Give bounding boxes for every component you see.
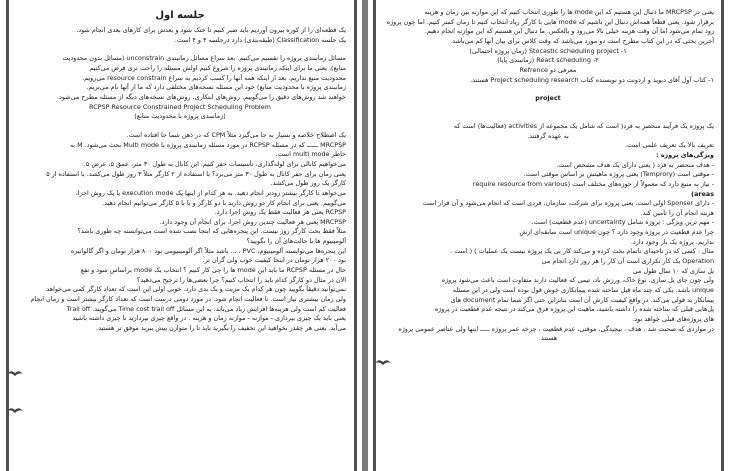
right-page-line: هزینه انجام آن را تأمین کند.	[640, 208, 714, 217]
right-page-line: - موقتی است (Temprory) یعنی پروژه ماهیتش بر اساس موقتی است.	[523, 170, 714, 179]
left-page-line: RCPSP یعنی هر فعالیت فقط یک روش اجرا دارد.	[214, 208, 346, 217]
left-page-left-rule	[6, 0, 9, 471]
bird-icon	[374, 357, 392, 367]
left-page-line: یعنی باید یک چیزی بپردازی - موازنه - موازنه زمان و هزینه . در واقع چیزی بپردازید تا چیزی داشته باشید	[72, 314, 346, 323]
left-page-line: MRCPSP یعنی هر فعالیت چندین روش اجرا، برای انجام آن وجود دارد.	[159, 217, 346, 226]
right-page-line: پل سازی که ۱۰ سال طول می	[632, 266, 714, 275]
right-page-line: نداریم. پروژه یک بار وجود دارد.	[630, 237, 714, 246]
left-page-line: نمی‌توانید دقیقاً بگویید چون هر کدام یک مزیت و یک بدی دارد. خوبی اولی این است که تعداد کارگر کمی می‌خواهد	[46, 285, 346, 294]
left-page-line: الان در مثال دو کارگر کدام باید را انتخاب کنیم؟ چرا بعضی‌ها را ترجیح می‌دهید؟	[136, 275, 346, 284]
left-page-line: جلسه اول	[155, 10, 205, 21]
right-page-line: یک پروژه یک فرآیند منحصر به فرد( است که شامل یک مجموعه از activities (فعالیت‌ها) است که	[453, 121, 714, 130]
left-page-line: منابع)، یعنی ما برای اینکه زمانبندی پروژه را شروع کنیم اولش مسئله را راحت تری فرض می‌کنیم	[89, 63, 346, 72]
right-page-line: unique باشد. یکی که چند ماه قبل ساخته شده پیمانکاری خوش قول بوده است ولی در این مسئله	[452, 286, 714, 295]
right-page-line: پل‌هایی قبلی که ساخته شده را داشته باشید، ماهیت این پروژه فرق می‌کند در نتیجه عدم قطعیت در پروژه	[434, 305, 714, 314]
bird-icon	[6, 405, 24, 415]
left-page-line: مثلاً فقط بحث کارگر روز نیست. این پنجره‌هایی که اینجا نصب شده است می‌توانسته چه طوری باشد؟	[77, 227, 346, 236]
left-page-line: فعالیت کم است ولی هزینه‌ها افزایش زیاد می‌یابد. به این مسائل Time cost trail off می‌گویند. Trail off	[66, 304, 346, 313]
left-page-line: کارگر یک روز طول می‌کشد.	[270, 179, 346, 188]
right-page-line	[382, 104, 714, 113]
right-page-line: یعنی در MRCPSP ما دنبال این هستیم که این mode ها را طوری انتخاب کنیم که این موازنه بین زمان و هزینه	[424, 8, 714, 16]
left-page-line: بود ۲۰۰ هزار تومان در اینجا کیفیت خوب ولی گران تر.	[202, 256, 346, 265]
left-page-line: ولی زمان بیشتری نیاز است. تا فعالیت انجام شود. در مورد دومی درست است که تعداد کارگر بیشتر است و زمان انجام	[30, 295, 346, 304]
left-page-line: یک قطعه‌ای را از کوره بیرون آوردیم باید صبر کنیم تا خنک شود و بعدش برای کارهای بعدی انجام شود.	[76, 26, 346, 34]
left-page-line	[14, 45, 346, 54]
right-page-line: زود تمام می‌شود اما آن وقت هزینه خیلی بالا می‌رود و بالعکس. ما دنبال این هستیم که این موازنه انجام دهیم.	[424, 27, 714, 36]
left-page-line	[14, 122, 346, 131]
left-page-line: محدودیت منبع نداریم. بعد از اینکه همه آنها را کسب کردیم به سراغ resource constrain می‌رویم.	[82, 73, 346, 82]
right-page-line: Operation یک کار تکراری است آن کار را هر روز دارد انجام می	[541, 257, 714, 266]
left-page-line: RCPSP Resource Constrained Project Scheduling Problem	[89, 102, 271, 111]
left-page-line: می‌آید. یعنی هر چقدر بخواهید این تخفیف را بگیرید باید تا را متوازن پیش ببرید موفق تر هستید.	[96, 324, 346, 333]
right-page-line: هستند.	[538, 334, 558, 343]
left-page-line: (زمانبندی پروژه با محدودیت منابع)	[134, 112, 226, 121]
right-page-line: های پروژه‌های قبلی خواهد بود.	[632, 315, 714, 324]
right-page-line: مثال : کسی که در ناحیه‌ای ناتمام بخت کرده و می‌کند کار بی یک پروژه نیست یک عملیات ) ( است .	[450, 247, 714, 256]
left-page-line: یک جلسه Classification (طبقه‌بندی) دارد درجلسه ۳ و ۴ است.	[174, 35, 346, 44]
right-page-line: ولی چون جای پل سازی، نوع خاک، ورزش باد، تیمی که فعالیت دارند متفاوت است باعث می‌شود پروژه	[441, 276, 714, 285]
right-page-line	[382, 85, 714, 94]
right-page-line: ۱- Stocastic scheduling project (زمان پروژه احتمالی)	[469, 46, 627, 55]
right-page-line: ویژگی‌های پروژه :	[655, 150, 714, 159]
right-page-line: به عهده گرفتند.	[527, 131, 569, 140]
right-page-line: آخرین بحثی که در این کتاب مطرح است دو مورد می‌باشد که وقت کلاس برای بیان آنها کم می‌باشد.	[450, 36, 714, 45]
left-page-line: آلومینیوم ها یا حالت‌های آن را بگویید؟	[246, 237, 346, 246]
right-page-right-rule	[721, 0, 724, 471]
right-page-line: در مواردی که صحبت شد . هدف ، بیچیدگی، موقتی، عدم قطعیت ، چرخه عمر پروژه ـــــ اینها ولی عناصر عمومی پروژه	[398, 324, 714, 333]
left-page-line: یک اصطلاح خلاصه و بسیار به جا می‌گیرد مثلاً CPM که در ذهن شما جا افتاده است.	[126, 130, 346, 139]
right-page-line: ۲- React scheduling (زمانبندی پایا)	[497, 56, 599, 65]
right-page-line: - هدف منحصر به فرد ( یعنی دارای یک هدف مشخص است.	[556, 160, 714, 169]
left-page-line: یعنی زمان برای حفر کانال به طول ۳۰ متر می‌برد؟ با استفاده از ۲ کارگر مثلاً ۳ روز طول می‌کشد. با استفاده از ۵	[46, 169, 346, 178]
left-page-line: زمانبندی پروژه با محدودیت منابع) خود این مسئله نسخه‌های مختلفی دارد که ما از آنها نام می‌بریم.	[86, 83, 346, 92]
right-page-line: - نیاز به منبع دارد که معمولاً از حوزه‌های مختلف است (require resource from various	[472, 179, 714, 188]
right-page-line: برقرار شود. یعنی قطعاً همه‌اش دنبال این باشیم که mode هایی با کارگر زیاد انتخاب کنیم تا زمان کمتر کنیم. اما چون پروژه	[386, 17, 714, 26]
right-page-text	[382, 8, 714, 465]
right-page-line: - دارای Sponser اولی است، یعنی پروژه برای شرکت، سازمان، فردی است که انجام می‌شود و آن قرار است	[422, 199, 714, 208]
right-page	[368, 0, 730, 471]
left-page-line: می‌گوییم. یعنی برای انجام کار دو روش دارید با دو کارگر و یا با ۵ کارگر می‌توانیم انجام دهید.	[102, 198, 346, 207]
right-page-line: معرفی دو Refrence	[519, 65, 577, 74]
left-page-line: خواهند شد روش‌های دقیق را می‌گوییم، روش‌های ابتکاری، روش‌های نسخه‌های دیگه از مسئله مطرح می‌شود.	[57, 92, 346, 101]
right-page-line: پیمانکار بد قولی می‌کند. در واقع کیفیت کارش آن است بنابراین حتی اگر شما تمام document های	[450, 295, 714, 304]
right-page-line	[382, 113, 714, 122]
left-page-right-rule	[354, 0, 357, 471]
right-page-line: - مهم ترین ویژگی : پروژه شامل uncertainty (عدم قطعیت) است.	[531, 218, 714, 227]
right-page-left-rule	[373, 0, 376, 471]
left-page-line: حال در مسئله RCPSP ما باید این mode ها را چی کار کنیم ؟ انتخاب یک mode براساس سود و نفع	[80, 266, 346, 275]
bird-icon	[6, 368, 24, 378]
right-page-line: areas)	[691, 189, 714, 198]
left-page-line: MRCPSP ــــــ که در مسئله RCPSP در مورد مسئله زمانبندی پروژه با Multi mode بحث می‌شود. M به	[69, 140, 346, 149]
right-page-line: project	[535, 94, 561, 103]
right-page-line: تعریف بالا یک تعریف علمی است.	[625, 141, 714, 150]
left-page-line: می‌خواهیم کانالی برای لوله‌گذاری، تأسیسات حفر کنیم. این کانال به طول ۳۰ متر، عمق ۵، عرض ۰.۵	[80, 159, 346, 168]
right-page-line: ۱- کتاب آول آقای دیوید و اردونت دو نویسنده کتاب Project scheduling research هستند.	[470, 75, 714, 84]
left-page-line: می‌خواهد تا کارگر بیشتر زودتر انجام دهید. به هر کدام از اینها یک execution mode یا یک روش اجرا،	[75, 188, 346, 197]
left-page-line: این پنجره‌ها می‌توانسته آلومینیوم، PVC ، ... باشد مثلاً اگر آلومینیومی بود ۸۰۰ هزار تومان و اگر گالوانیزه	[70, 246, 346, 255]
left-page	[0, 0, 362, 471]
left-page-line: خاطر multi mode است.	[275, 150, 346, 159]
left-page-text	[14, 8, 346, 465]
left-page-line: مسائل زمانبندی پروژه را تقسیم می‌کنیم. بعد سراغ مسائل زمانبندی unconstrain (مسائل بدون محدودیت	[62, 54, 346, 63]
right-page-line: چرا عدم قطعیت در پروژه وجود دارد ؟ چون unique است سابقه‌ای ازش	[519, 228, 714, 237]
